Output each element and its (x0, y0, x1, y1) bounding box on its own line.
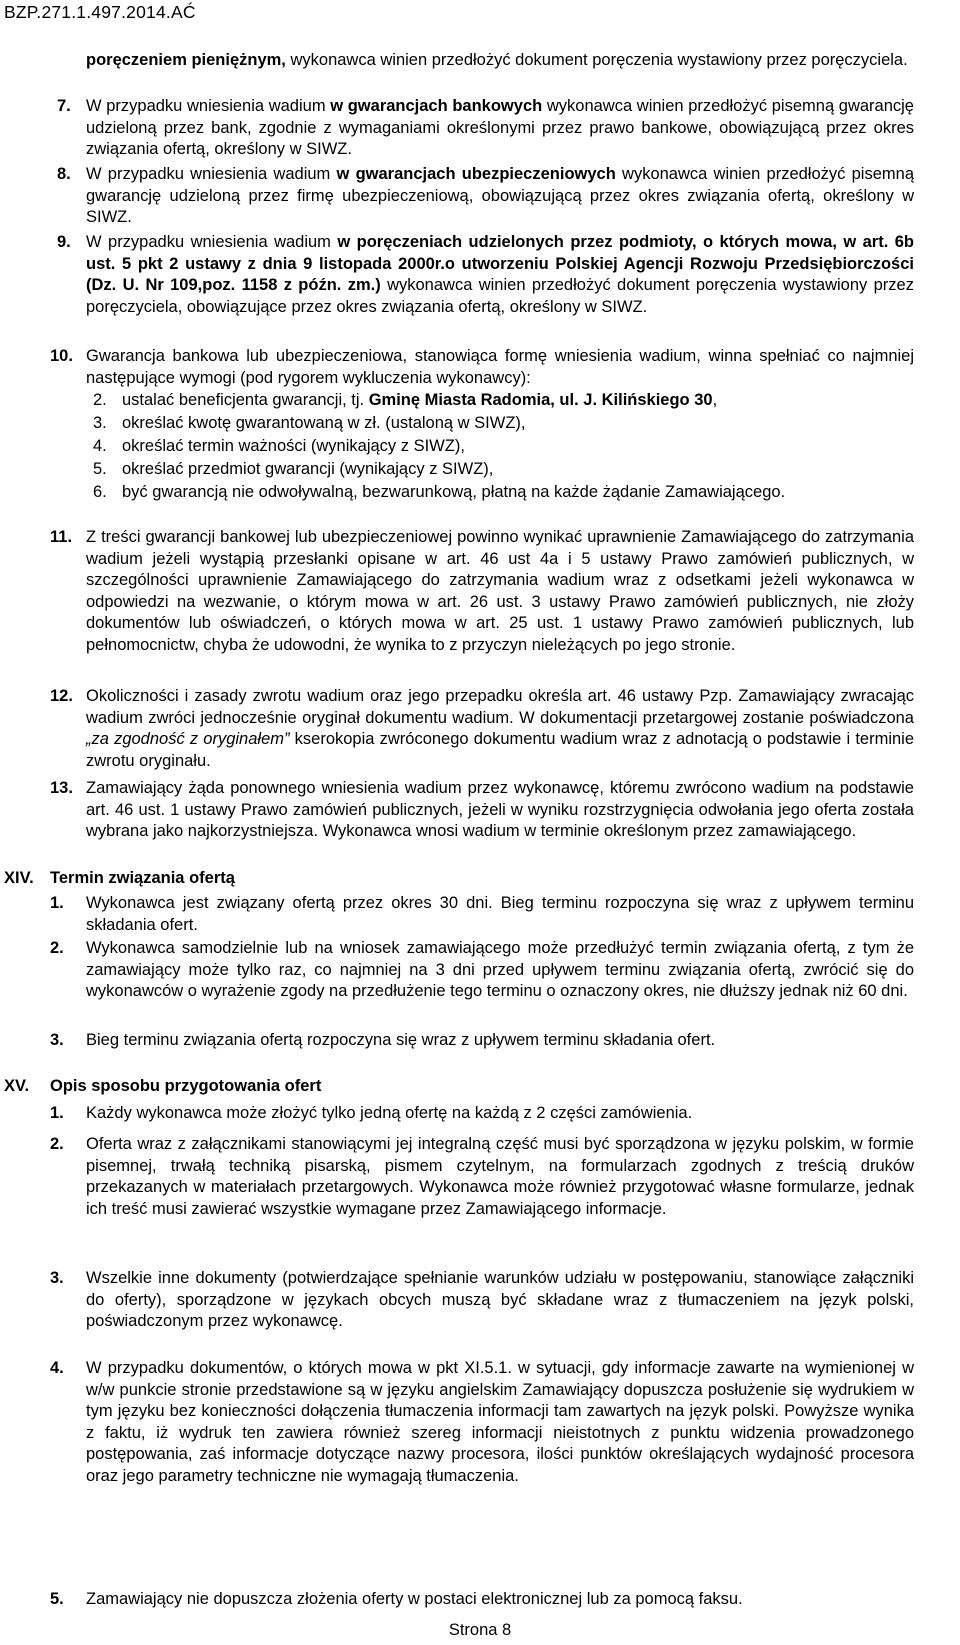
section-14-item-number: 1. (50, 894, 64, 912)
item-9-text: W przypadku wniesienia wadium w poręczeniach udzielonych przez podmioty, o których mowa, w art. 6b ust. 5 pkt 2 ustawy z dnia 9 listopada 2000r.o utworzeniu Polskiej Agencji Rozwoju Przedsiębiorczości (Dz. U. Nr 109,poz. 1158 z późn. zm.) wykonawca winien przedłożyć dokument poręczenia wystawiony przez poręczyciela, obowiązujące przez okres związania ofertą, określony w SIWZ. (86, 233, 914, 316)
item-8-text: W przypadku wniesienia wadium w gwarancjach ubezpieczeniowych wykonawca winien przedłożyć pisemną gwarancję udzieloną przez firmę ubezpieczeniową, obowiązującą przez okres związania ofertą, określony w SIWZ. (86, 165, 914, 227)
section-14-item-text: Wykonawca samodzielnie lub na wniosek zamawiającego może przedłużyć termin związania ofertą, z tym że zamawiający może tylko raz, co najmniej na 3 dni przed upływem terminu związania ofertą, zwrócić się do wykonawców o wyrażenie zgody na przedłużenie tego terminu o oznaczony okres, nie dłuższy jednak niż 60 dni. (86, 939, 914, 1001)
section-15-item-text: Zamawiający nie dopuszcza złożenia oferty w postaci elektronicznej lub za pomocą faksu. (86, 1590, 743, 1608)
item-8-number: 8. (57, 165, 71, 183)
section-15-item-number: 5. (50, 1590, 64, 1608)
item-10-sub-number: 5. (93, 460, 107, 478)
intro-paragraph: poręczeniem pieniężnym, wykonawca winien przedłożyć dokument poręczenia wystawiony przez poręczyciela. (86, 51, 908, 69)
item-10-text: Gwarancja bankowa lub ubezpieczeniowa, stanowiąca formę wniesienia wadium, winna spełniać co najmniej następujące wymogi (pod rygorem wykluczenia wykonawcy): (86, 347, 914, 387)
section-14-number: XIV. (4, 869, 34, 887)
item-10-sub-number: 4. (93, 437, 107, 455)
section-15-item-number: 3. (50, 1269, 64, 1287)
document-reference: BZP.271.1.497.2014.AĆ (4, 2, 196, 22)
section-14-item-text: Wykonawca jest związany ofertą przez okres 30 dni. Bieg terminu rozpoczyna się wraz z upływem terminu składania ofert. (86, 894, 914, 934)
section-15-item-text: Wszelkie inne dokumenty (potwierdzające spełnianie warunków udziału w postępowaniu, stanowiące załączniki do oferty), sporządzone w językach obcych muszą być składane wraz z tłumaczeniem na język polski, poświadczonym przez wykonawcę. (86, 1269, 914, 1331)
item-12-number: 12. (50, 687, 73, 705)
section-15-title: Opis sposobu przygotowania ofert (50, 1077, 322, 1095)
item-10-sub-text: określać przedmiot gwarancji (wynikający z SIWZ), (122, 460, 494, 478)
section-15-item-text: Oferta wraz z załącznikami stanowiącymi jej integralną część musi być sporządzona w języku polskim, w formie pisemnej, trwałą techniką pisarską, pismem czytelnym, na formularzach zgodnych z treścią druków przekazanych w materiałach przetargowych. Wykonawca może również przygotować własne formularze, jednak ich treść musi zawierać wszystkie wymagane przez Zamawiającego informacje. (86, 1135, 914, 1218)
item-10-sub-number: 6. (93, 483, 107, 501)
section-15-number: XV. (4, 1077, 30, 1095)
item-7-number: 7. (57, 97, 71, 115)
item-12-text: Okoliczności i zasady zwrotu wadium oraz jego przepadku określa art. 46 ustawy Pzp. Zamawiający zwracając wadium zwróci jednocześnie oryginał dokumentu wadium. W dokumentacji przetargowej zostanie poświadczona „za zgodność z oryginałem” kserokopia zwróconego dokumentu wadium wraz z adnotacją o podstawie i terminie zwrotu oryginału. (86, 687, 915, 770)
item-11-text: Z treści gwarancji bankowej lub ubezpieczeniowej powinno wynikać uprawnienie Zamawiającego do zatrzymania wadium jeżeli wystąpią przesłanki opisane w art. 46 ust 4a i 5 ustawy Prawo zamówień publicznych, w szczególności uprawnienie Zamawiającego do zatrzymania wadium wraz z odsetkami jeżeli wykonawca w odpowiedzi na wezwanie, o którym mowa w art. 26 ust. 3 ustawy Prawo zamówień publicznych, nie złoży dokumentów lub oświadczeń, o których mowa w art. 25 ust. 1 ustawy Prawo zamówień publicznych, lub pełnomocnictw, chyba że udowodni, że wynika to z przyczyn nieleżących po jego stronie. (86, 528, 914, 654)
section-14-item-text: Bieg terminu związania ofertą rozpoczyna się wraz z upływem terminu składania ofert. (86, 1031, 716, 1049)
page-number: Strona 8 (448, 1621, 512, 1639)
item-11-number: 11. (50, 528, 73, 546)
section-15-item-number: 4. (50, 1359, 64, 1377)
item-13-number: 13. (50, 779, 73, 797)
item-7-text: W przypadku wniesienia wadium w gwarancjach bankowych wykonawca winien przedłożyć pisemną gwarancję udzieloną przez bank, zgodnie z wymaganiami określonymi przez prawo bankowe, obowiązującą przez okres związania ofertą, określony w SIWZ. (86, 97, 914, 159)
section-15-item-text: W przypadku dokumentów, o których mowa w pkt XI.5.1. w sytuacji, gdy informacje zawarte na wymienionej w w/w punkcie stronie przedstawione są w języku angielskim Zamawiający dopuszcza posłużenie się wydrukiem w tym języku bez konieczności dołączenia tłumaczenia informacji tam zawartych na język polski. Powyższe wynika z faktu, iż wydruk ten zawiera również szereg informacji nieistotnych z punktu widzenia prowadzonego postępowania, zaś informacje dotyczące nazwy procesora, ilości punktów określających wydajność procesora oraz jego parametry techniczne nie wymagają tłumaczenia. (86, 1359, 914, 1485)
item-10-sub-text: ustalać beneficjenta gwarancji, tj. Gminę Miasta Radomia, ul. J. Kilińskiego 30, (122, 391, 718, 409)
section-14-title: Termin związania ofertą (50, 869, 235, 887)
item-10-number: 10. (50, 347, 73, 365)
section-14-item-number: 3. (50, 1031, 64, 1049)
item-10-sub-text: określać kwotę gwarantowaną w zł. (ustaloną w SIWZ), (122, 414, 526, 432)
item-10-sub-text: być gwarancją nie odwoływalną, bezwarunkową, płatną na każde żądanie Zamawiającego. (122, 483, 786, 501)
section-15-item-number: 2. (50, 1135, 64, 1153)
section-14-item-number: 2. (50, 939, 64, 957)
item-10-sub-number: 2. (93, 391, 107, 409)
item-13-text: Zamawiający żąda ponownego wniesienia wadium przez wykonawcę, któremu zwrócono wadium na podstawie art. 46 ust. 1 ustawy Prawo zamówień publicznych, jeżeli w wyniku rozstrzygnięcia odwołania jego oferta została wybrana jako najkorzystniejsza. Wykonawca wnosi wadium w terminie określonym przez zamawiającego. (86, 779, 914, 841)
item-10-sub-number: 3. (93, 414, 107, 432)
item-9-number: 9. (57, 233, 71, 251)
section-15-item-number: 1. (50, 1104, 64, 1122)
item-10-sub-text: określać termin ważności (wynikający z SIWZ), (122, 437, 465, 455)
section-15-item-text: Każdy wykonawca może złożyć tylko jedną ofertę na każdą z 2 części zamówienia. (86, 1104, 693, 1122)
